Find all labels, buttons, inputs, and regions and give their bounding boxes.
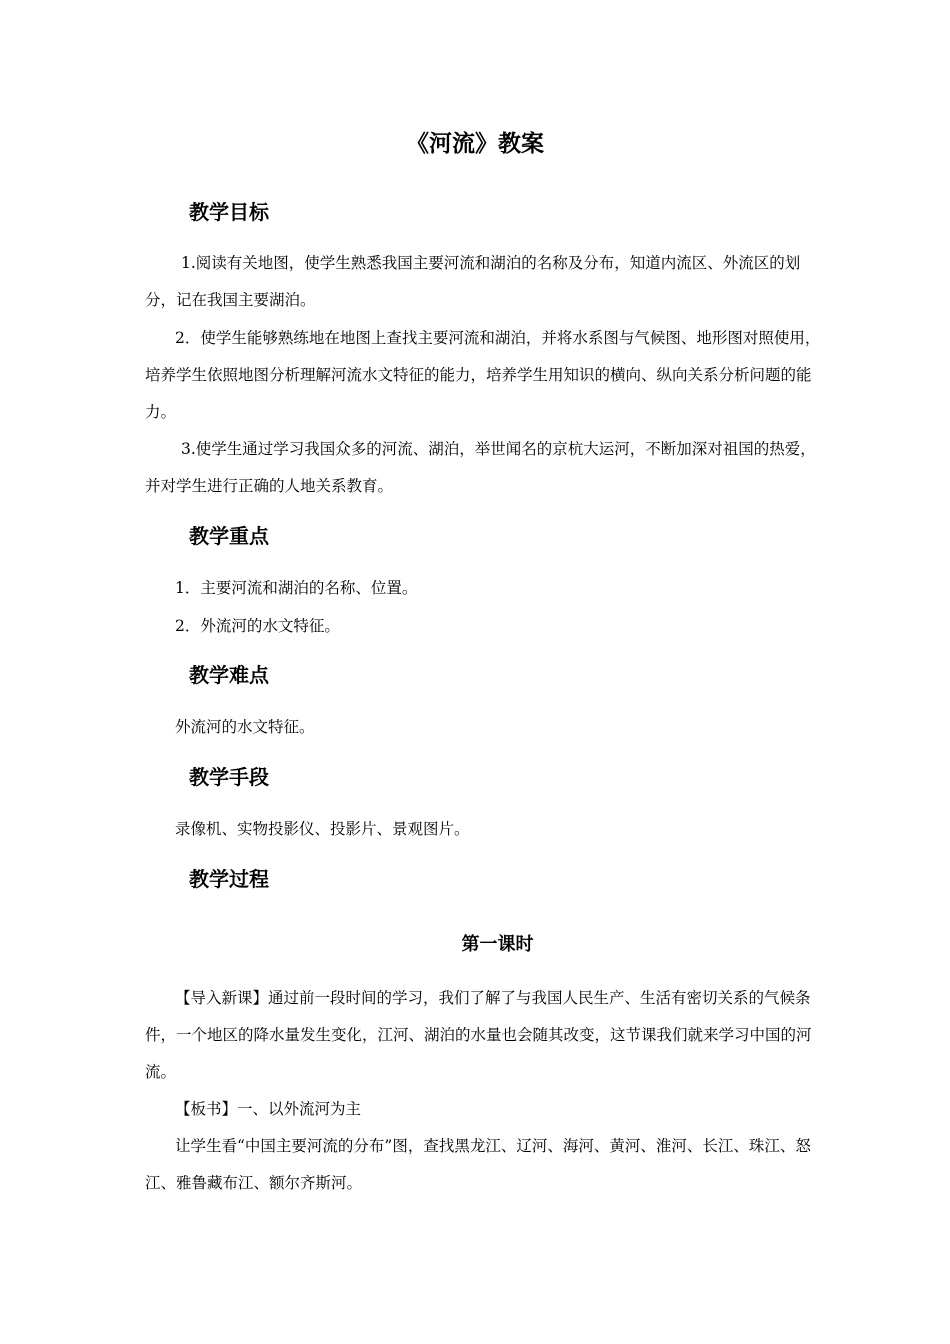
goal-item-1: 1.阅读有关地图，使学生熟悉我国主要河流和湖泊的名称及分布，知道内流区、外流区的划分，记在我国主要湖泊。: [145, 254, 801, 309]
key-point-item-1: 1．主要河流和湖泊的名称、位置。: [175, 579, 418, 597]
document-title: 《河流》教案: [406, 131, 544, 157]
board-tag: 【板书】: [175, 1100, 238, 1118]
heading-teaching-process: 教学过程: [189, 867, 269, 891]
means-text: 录像机、实物投影仪、投影片、景观图片。: [175, 820, 470, 838]
task-paragraph: 让学生看“中国主要河流的分布”图，查找黑龙江、辽河、海河、黄河、淮河、长江、珠江、怒江、雅鲁藏布江、额尔齐斯河。: [145, 1137, 811, 1192]
heading-teaching-goals: 教学目标: [189, 200, 269, 224]
board-paragraph: [145, 1091, 825, 1128]
key-point-item-2: 2．外流河的水文特征。: [175, 617, 340, 635]
intro-tag: 【导入新课】: [175, 989, 269, 1007]
difficulty-text: 外流河的水文特征。: [175, 718, 315, 736]
board-text: 一、以外流河为主: [237, 1100, 362, 1118]
intro-paragraph: [145, 980, 825, 1091]
heading-key-points: 教学重点: [189, 524, 269, 548]
goal-item-2: 2．使学生能够熟练地在地图上查找主要河流和湖泊，并将水系图与气候图、地形图对照使用，培养学生依照地图分析理解河流水文特征的能力，培养学生用知识的横向、纵向关系分析问题的能力。: [145, 329, 821, 421]
goal-item-3: 3.使学生通过学习我国众多的河流、湖泊，举世闻名的京杭大运河，不断加深对祖国的热爱，并对学生进行正确的人地关系教育。: [145, 440, 816, 495]
intro-text: 通过前一段时间的学习，我们了解了与我国人民生产、生活有密切关系的气候条件，一个地区的降水量发生变化，江河、湖泊的水量也会随其改变，这节课我们就来学习中国的河流。: [145, 989, 812, 1081]
lesson-title: 第一课时: [461, 934, 534, 955]
heading-teaching-means: 教学手段: [189, 765, 269, 789]
heading-difficulties: 教学难点: [189, 663, 269, 687]
